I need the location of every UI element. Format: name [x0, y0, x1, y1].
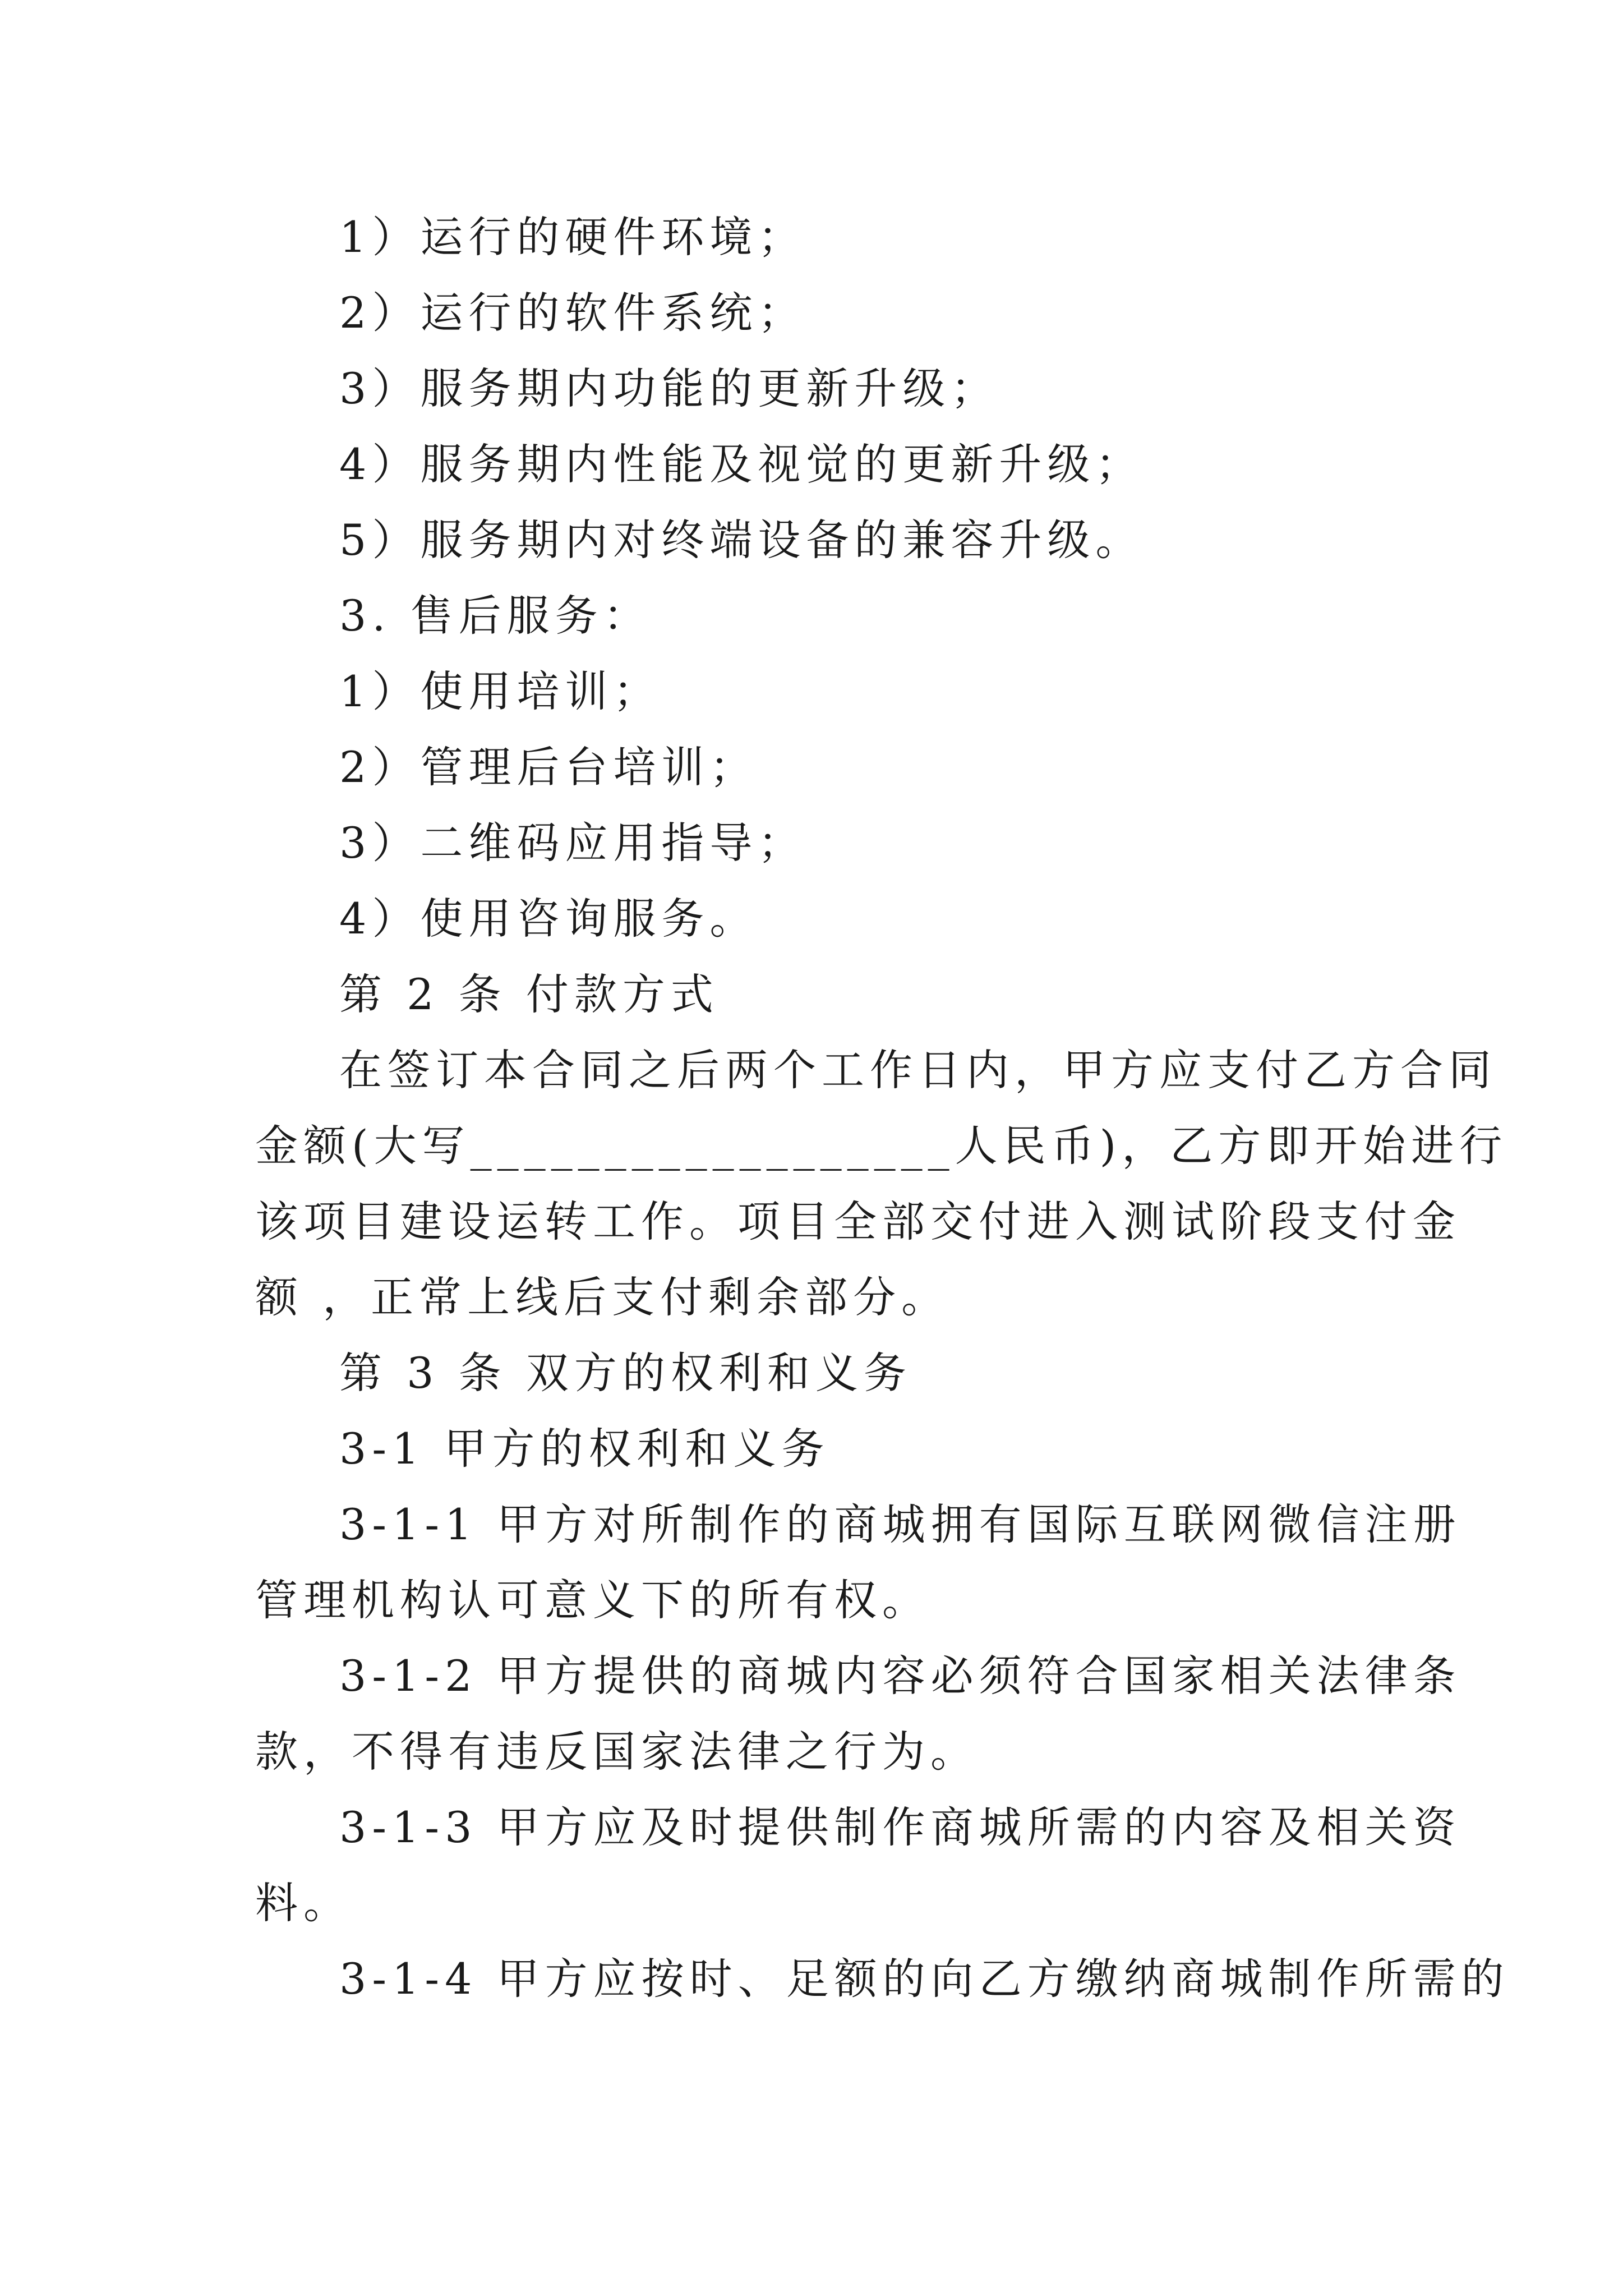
list-item: 4）使用咨询服务。: [339, 894, 758, 944]
list-item: 1）使用培训；: [339, 666, 662, 716]
list-item: 1）运行的硬件环境；: [339, 212, 806, 262]
list-item: 4）服务期内性能及视觉的更新升级；: [339, 439, 1144, 489]
section-heading: 3-1 甲方的权利和义务: [339, 1424, 830, 1474]
article-heading: 第 3 条 双方的权利和义务: [339, 1348, 912, 1398]
paragraph-line: 3-1-1 甲方对所制作的商城拥有国际互联网微信注册: [339, 1499, 1461, 1549]
paragraph-line: 该项目建设运转工作。项目全部交付进入测试阶段支付金: [255, 1197, 1461, 1246]
paragraph-line: 料。: [255, 1878, 352, 1928]
list-item: 5）服务期内对终端设备的兼容升级。: [339, 515, 1144, 565]
list-item: 3）二维码应用指导；: [339, 818, 806, 868]
paragraph-line: 款，不得有违反国家法律之行为。: [255, 1727, 979, 1777]
paragraph-line: 在签订本合同之后两个工作日内，甲方应支付乙方合同: [339, 1045, 1497, 1095]
paragraph-line: 金额(大写__________________人民币)，乙方即开始进行: [255, 1121, 1508, 1171]
list-item: 2）管理后台培训；: [339, 742, 758, 792]
section-heading: 3. 售后服务：: [339, 591, 652, 641]
list-item: 2）运行的软件系统；: [339, 288, 806, 338]
paragraph-line: 3-1-3 甲方应及时提供制作商城所需的内容及相关资: [339, 1802, 1461, 1852]
paragraph-line: 额 ，正常上线后支付剩余部分。: [255, 1272, 950, 1322]
paragraph-line: 3-1-4 甲方应按时、足额的向乙方缴纳商城制作所需的: [339, 1954, 1510, 2004]
list-item: 3）服务期内功能的更新升级；: [339, 364, 999, 413]
article-heading: 第 2 条 付款方式: [339, 969, 719, 1019]
paragraph-line: 管理机构认可意义下的所有权。: [255, 1575, 930, 1625]
paragraph-line: 3-1-2 甲方提供的商城内容必须符合国家相关法律条: [339, 1651, 1461, 1701]
